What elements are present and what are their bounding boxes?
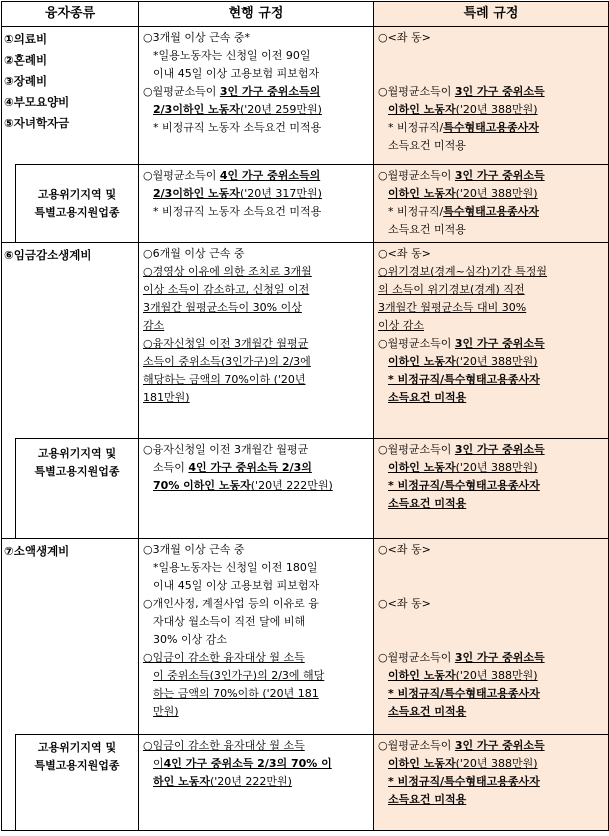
special-rule-cell: [374, 439, 609, 539]
special-rule-cell: [374, 735, 609, 831]
text-line: 특별고용지원업종: [34, 205, 120, 219]
special-area-label: [16, 165, 139, 243]
text-line: * 비정규직/특수형태고용종사자: [388, 479, 540, 492]
text-part: 특수형태고용종사자: [443, 205, 539, 218]
text-part: 4인 가구 중위소득 2/3의: [188, 461, 312, 474]
category-parent-care: ④부모요양비: [4, 95, 70, 109]
text-line: 소득요건 미적용: [388, 223, 466, 236]
text-line: 특별고용지원업종: [34, 759, 120, 772]
current-rule-cell: [139, 243, 374, 439]
text-line: 소득요건 미적용: [388, 793, 467, 806]
row-general-loans-special-area: [2, 165, 609, 243]
text-line: 의 소득이 위기경보(경계) 직전: [378, 283, 525, 296]
category-wage-reduction: ⑥임금감소생계비: [4, 248, 92, 262]
category-cell: [2, 539, 139, 735]
text-line: 감소: [143, 319, 165, 332]
text-part: ('20년 388만원): [455, 757, 538, 770]
special-rule-cell: [374, 165, 609, 243]
text-part: * 비정규직/: [388, 205, 444, 218]
current-rule-cell: [139, 27, 374, 165]
category-cell: [2, 243, 139, 439]
text-line: 이상 소득이 감소하고, 신청일 이전: [143, 283, 310, 296]
category-wedding: ②혼례비: [4, 53, 48, 67]
special-rule-cell: [374, 539, 609, 735]
category-small-living: ⑦소액생계비: [4, 544, 70, 558]
special-area-label: [16, 735, 139, 831]
text-line: * 비정규직/특수형태고용종사자: [388, 373, 540, 386]
category-funeral: ③장례비: [4, 74, 48, 88]
special-rule-cell: [374, 27, 609, 165]
text-line: 이내 45일 이상 고용보험 피보험자: [153, 67, 320, 80]
category-cell: [2, 27, 139, 165]
row-small-living-special-area: [2, 735, 609, 831]
text-part: 2/3이하인 노동자: [153, 187, 240, 200]
text-part: ('20년 388만원): [455, 669, 538, 682]
current-rule-cell: [139, 165, 374, 243]
text-part: ('20년 317만원): [239, 187, 322, 200]
text-line: ○<좌 동>: [378, 597, 431, 610]
special-rule-cell: [374, 243, 609, 439]
text-line: 고용위기지역 및: [37, 447, 117, 460]
text-line: 하는 금액의 70%이하 ('20년 181: [153, 687, 319, 700]
text-line: *일용노동자는 신청일 이전 180일: [153, 561, 318, 574]
text-part: 소득이: [153, 461, 189, 474]
row-wage-reduction: [2, 243, 609, 439]
indent-cell: [2, 735, 16, 831]
text-part: ○월평균소득이: [143, 169, 220, 182]
text-part: 이하인 노동자: [388, 355, 456, 368]
text-part: ('20년 388만원): [455, 187, 538, 200]
text-line: ○3개월 이상 근속 중: [143, 543, 245, 556]
text-line: 이상 감소: [378, 319, 425, 332]
current-rule-cell: [139, 439, 374, 539]
text-line: 181만원): [143, 391, 190, 404]
text-part: 70% 이하인 노동자: [153, 479, 251, 492]
row-general-loans: [2, 27, 609, 165]
text-part: ('20년 259만원): [239, 103, 322, 116]
text-part: ('20년 388만원): [455, 461, 538, 474]
text-line: ○경영상 이유에 의한 조치로 3개월: [143, 265, 312, 278]
text-part: 이하인 노동자: [388, 103, 456, 116]
current-rule-cell: [139, 735, 374, 831]
text-part: 3인 가구 중위소득: [454, 337, 545, 350]
text-part: 4인 가구 중위소득의: [219, 169, 321, 182]
text-line: 이 중위소득(3인가구)의 2/3에 해당: [153, 669, 325, 682]
indent-cell: [2, 439, 16, 539]
text-line: 이내 45일 이상 고용보험 피보험자: [153, 579, 320, 592]
text-part: ('20년 388만원): [455, 355, 538, 368]
text-line: * 비정규직/특수형태고용종사자: [388, 687, 540, 700]
text-line: ○임금이 감소한 융자대상 월 소득: [143, 651, 305, 664]
text-part: 이하인 노동자: [388, 757, 456, 770]
header-special-rule: 특례 규정: [374, 2, 609, 27]
text-line: ○<좌 동>: [378, 31, 431, 44]
text-line: *일용노동자는 신청일 이전 90일: [153, 49, 311, 62]
text-line: * 비정규직/특수형태고용종사자: [388, 775, 540, 788]
text-part: 3인 가구 중위소득: [454, 169, 545, 182]
text-line: 고용위기지역 및: [37, 187, 117, 201]
header-loan-type: 융자종류: [2, 2, 139, 27]
header-row: [2, 2, 609, 27]
text-part: 특수형태고용종사자: [443, 121, 539, 134]
text-line: ○3개월 이상 근속 중*: [143, 31, 250, 44]
text-part: ○월평균소득이: [378, 85, 455, 98]
header-current-rule: 현행 규정: [139, 2, 374, 27]
text-line: 고용위기지역 및: [37, 741, 117, 754]
text-part: 3인 가구 중위소득: [454, 85, 545, 98]
row-small-living: [2, 539, 609, 735]
text-line: * 비정규직 노동자 소득요건 미적용: [153, 205, 322, 218]
text-line: 소득요건 미적용: [388, 139, 466, 152]
text-line: ○6개월 이상 근속 중: [143, 247, 245, 260]
comparison-table: [1, 1, 609, 831]
text-part: 3인 가구 중위소득의: [219, 85, 321, 98]
text-part: ('20년 222만원): [209, 775, 292, 788]
category-tuition: ⑤자녀학자금: [4, 116, 70, 130]
text-line: ○위기경보(경계~심각)기간 특정월: [378, 265, 548, 278]
text-part: 4인 가구 중위소득 2/3의 70% 이: [163, 757, 332, 770]
text-line: ○<좌 동>: [378, 247, 431, 260]
text-line: 만원): [153, 705, 179, 718]
text-part: 3인 가구 중위소득: [454, 739, 545, 752]
text-line: 자대상 월소득이 직전 달에 비해: [153, 615, 306, 628]
text-line: 소득이 중위소득(3인가구)의 2/3에: [143, 355, 311, 368]
text-part: 3인 가구 중위소득: [454, 651, 545, 664]
text-part: 하인 노동자: [153, 775, 210, 788]
text-line: ○융자신청일 이전 3개월간 월평균: [143, 443, 309, 456]
text-part: 이하인 노동자: [388, 669, 456, 682]
text-line: 소득요건 미적용: [388, 497, 467, 510]
text-line: 3개월간 월평균소득이 30% 이상: [143, 301, 302, 314]
text-part: ○월평균소득이: [378, 443, 455, 456]
text-part: ○월평균소득이: [378, 169, 455, 182]
text-line: ○임금이 감소한 융자대상 월 소득: [143, 739, 305, 752]
text-part: ○월평균소득이: [378, 337, 455, 350]
text-line: 특별고용지원업종: [34, 465, 120, 478]
text-part: ('20년 388만원): [455, 103, 538, 116]
text-line: ○융자신청일 이전 3개월간 월평균: [143, 337, 309, 350]
text-part: ○월평균소득이: [143, 85, 220, 98]
text-line: * 비정규직 노동자 소득요건 미적용: [153, 121, 322, 134]
text-line: 30% 이상 감소: [153, 633, 227, 646]
text-part: 이하인 노동자: [388, 461, 456, 474]
current-rule-cell: [139, 539, 374, 735]
text-line: ○개인사정, 계절사업 등의 이유로 융: [143, 597, 319, 610]
text-line: ○<좌 동>: [378, 543, 431, 556]
special-area-label: [16, 439, 139, 539]
text-line: 소득요건 미적용: [388, 705, 467, 718]
text-line: 3개월간 월평균소득 대비 30%: [378, 301, 527, 314]
text-part: * 비정규직/: [388, 121, 444, 134]
text-part: ('20년 222만원): [250, 479, 333, 492]
text-part: 이: [153, 757, 164, 770]
text-line: 해당하는 금액의 70%이하 ('20년: [143, 373, 306, 386]
category-medical: ①의료비: [4, 32, 48, 46]
text-line: 소득요건 미적용: [388, 391, 467, 404]
indent-cell: [2, 165, 16, 243]
text-part: 이하인 노동자: [388, 187, 456, 200]
row-wage-reduction-special-area: [2, 439, 609, 539]
text-part: ○월평균소득이: [378, 739, 455, 752]
text-part: ○월평균소득이: [378, 651, 455, 664]
text-part: 2/3이하인 노동자: [153, 103, 240, 116]
text-part: 3인 가구 중위소득: [454, 443, 545, 456]
